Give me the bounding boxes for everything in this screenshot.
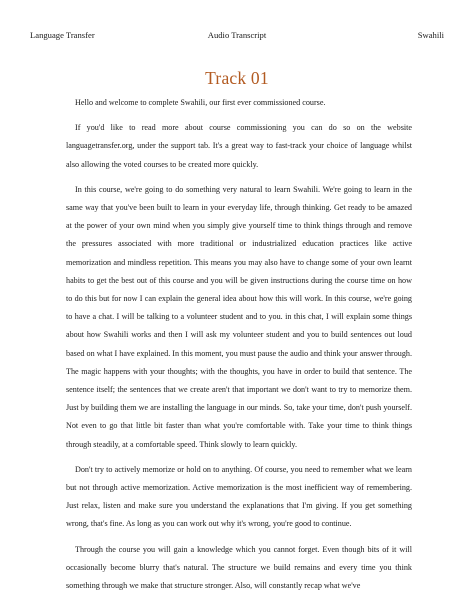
paragraph-welcome: Hello and welcome to complete Swahili, our first ever commissioned course. <box>75 98 326 107</box>
paragraph-course-method: In this course, we're going to do something very natural to learn Swahili. We're going to learn in the same way that you've been built to learn in your everyday life, through thinking. Get ready to be amazed at the power of your own mind when you simply give yourself time to think things through and remove the pressures associated with more traditional or industrialized education practices like active memorization and mindless repetition. This means you may also have to change some of your own learnt habits to get the best out of this course and you will be given instructions during the course time on how to do this but for now I can explain the general idea about how this will work. In this course, we're going to have a chat. I will be talking to a volunteer student and to you. in this chat, I will explain some things about how Swahili works and then I will ask my volunteer student and you to build sentences out loud based on what I have explained. In this moment, you must pause the audio and think your answer through. The magic happens with your thoughts; with the thoughts, you have in order to build that sentence. The sentence itself; the sentences that we create aren't that important we don't want to try to memorize them. Just by building them we are installing the language in our minds. So, take your time, don't push yourself. Not even to go that little bit faster than what you're comfortable with. Take your time to think things through steadily, at a comfortable speed. Think slowly to learn quickly. <box>66 184 412 449</box>
paragraph-memorization: Don't try to actively memorize or hold on to anything. Of course, you need to remember what we learn but not through active memorization. Active memorization is the most inefficient way of remembering. Just relax, listen and make sure you understand the explanations that I'm giving. If you get something wrong, that's fine. As long as you can work out why it's wrong, you're good to continue. <box>66 464 412 529</box>
header-center-text: Audio Transcript <box>207 30 267 40</box>
document-body <box>66 94 412 602</box>
page-header <box>30 30 444 42</box>
header-left-text: Language Transfer <box>30 30 95 40</box>
header-right-text: Swahili <box>417 30 444 40</box>
page-title: Track 01 <box>205 68 269 88</box>
paragraph-knowledge: Through the course you will gain a knowledge which you cannot forget. Even though bits of it will occasionally become blurry that's natural. The structure we build remains and every time you think something through we make that structure stronger. Also, will constantly recap what we've <box>66 544 412 591</box>
paragraph-commissioning: If you'd like to read more about course commissioning you can do so on the website languagetransfer.org, under the support tab. It's a great way to fast-track your choice of language whilst also allowing the voted courses to be created more quickly. <box>66 123 412 169</box>
